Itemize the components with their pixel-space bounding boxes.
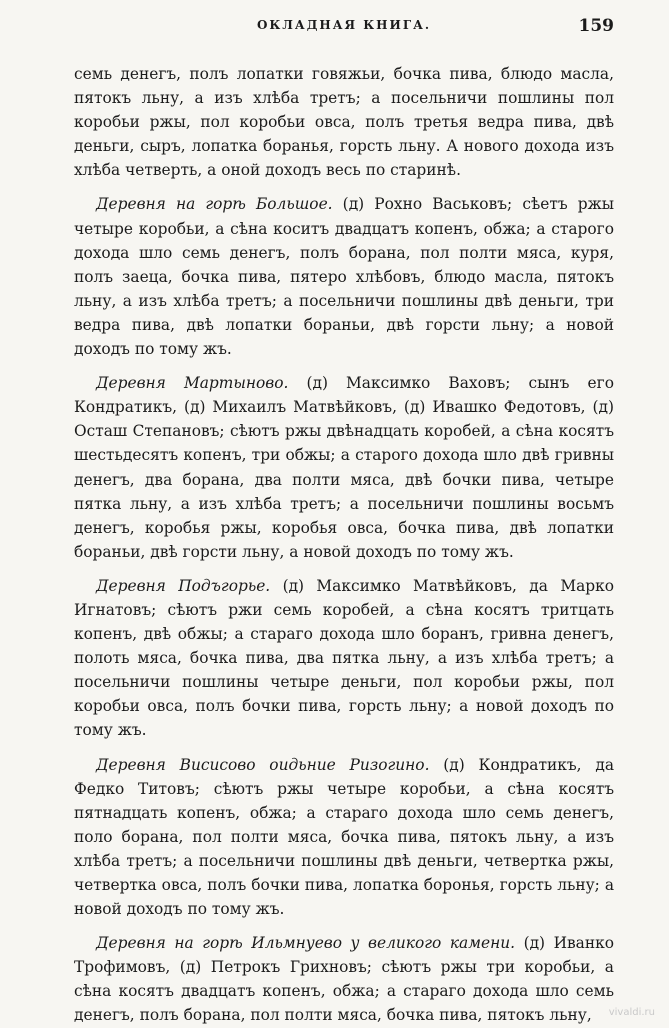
running-head [74,18,614,42]
paragraph-text: (д) Иванко Трофимовъ, (д) Петрокъ Грихновъ; сѣютъ ржы три коробьи, а сѣна косятъ двадцатъ копенъ, обжа; а стараго дохода шло семь денегъ, полъ борана, пол полти мяса, бочка пива, пятокъ льну, [74,934,614,1025]
village-name: Деревня на горѣ Большое. [96,195,333,214]
village-name: Деревня Подъгорье. [96,576,271,595]
village-entry [74,931,614,1027]
running-title: ОКЛАДНАЯ КНИГА. [256,18,432,32]
paragraph-text: (д) Кондратикъ, да Федко Титовъ; сѣютъ ржы четыре коробьи, а сѣна косятъ пятнадцать копенъ, обжа; а стараго дохода шло семь денегъ, поло борана, пол полти мяса, бочка пива, пятокъ льну, а изъ хлѣба третъ; а посельничи пошлины двѣ деньги, четвертка ржы, четвертка овса, полъ бочки пива, лопатка боронья, горсть льну; а новой доходъ по тому жъ. [74,755,614,919]
paragraph-continuation [74,62,614,182]
village-entry [74,753,614,922]
village-entry [74,192,614,361]
village-name: Деревня Мартыново. [96,374,289,393]
village-name: Деревня на горѣ Ильмнуево у великого камени. [96,934,516,953]
paragraph-text: семь денегъ, полъ лопатки говяжьи, бочка пива, блюдо масла, пятокъ льну, а изъ хлѣба третъ; а посельничи пошлины пол коробьи ржы, пол коробьи овса, полъ третья ведра пива, двѣ деньги, сыръ, лопатка боранья, горсть льну. А нового дохода изъ хлѣба четверть, а оной доходъ весь по старинѣ. [74,65,614,180]
paragraph-text: (д) Максимко Матвѣйковъ, да Марко Игнатовъ; сѣютъ ржи семь коробей, а сѣна косятъ тритцать копенъ, двѣ обжы; а стараго дохода шло боранъ, гривна денегъ, полоть мяса, бочка пива, два пятка льну, а изъ хлѣба третъ; а посельничи пошлины четыре деньги, пол коробьи ржы, пол коробьи овса, полъ бочки пива, горсть льну; а новой доходъ по тому жъ. [74,576,614,740]
village-entry [74,371,614,564]
paragraph-text: (д) Максимко Ваховъ; сынъ его Кондратикъ, (д) Михаилъ Матвѣйковъ, (д) Ивашко Федотовъ, (д) Осташ Степановъ; сѣютъ ржы двѣнадцать коробей, а сѣна косятъ шестьдесятъ копенъ, три обжы; а старого дохода шло двѣ гривны денегъ, два борана, два полти мяса, двѣ бочки пива, четыре пятка льну, а изъ хлѣба третъ; а посельничи пошлины восьмъ денегъ, коробья ржы, коробья овса, бочка пива, двѣ лопатки бораньи, двѣ горсти льну, а новой доходъ по тому жъ. [74,374,614,561]
village-name: Деревня Висисово оидьние Ризогино. [96,755,430,774]
watermark: vivaldi.ru [608,1007,655,1018]
page-number: 159 [578,16,614,36]
village-entry [74,574,614,743]
body-text [74,62,614,1028]
paragraph-text: (д) Рохно Васьковъ; сѣетъ ржы четыре коробьи, а сѣна коситъ двадцатъ копенъ, обжа; а старого дохода шло семь денегъ, полъ борана, пол полти мяса, куря, полъ заеца, бочка пива, пятеро хлѣбовъ, блюдо масла, пятокъ льну, а изъ хлѣба третъ; а посельничи пошлины двѣ деньги, три ведра пива, двѣ лопатки бораньи, двѣ горсти льну; а новой доходъ по тому жъ. [74,195,615,359]
